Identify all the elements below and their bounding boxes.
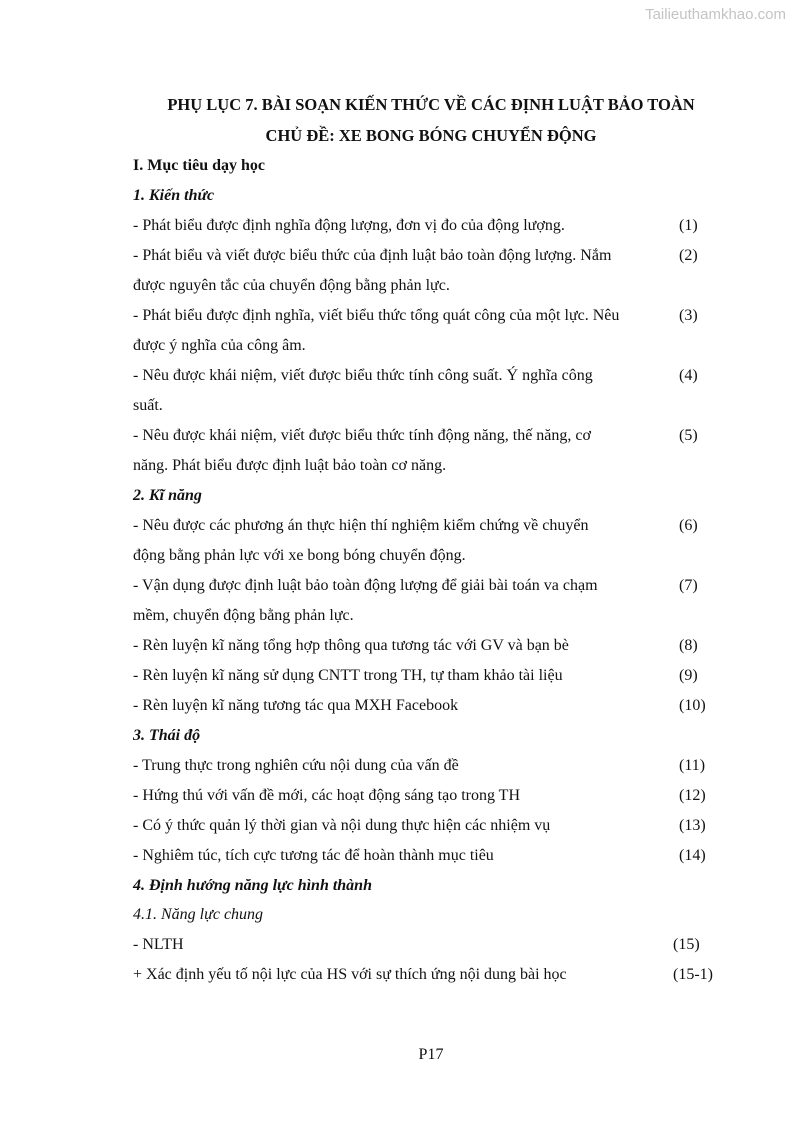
attitude-item-11: - Trung thực trong nghiên cứu nội dung của vấn đề	[133, 757, 459, 774]
item-number-9: (9)	[679, 667, 698, 684]
item-number-5: (5)	[679, 427, 698, 444]
skill-item-7-line-1: - Vận dụng được định luật bảo toàn động lượng để giải bài toán va chạm	[133, 577, 598, 594]
skill-item-8: - Rèn luyện kĩ năng tổng hợp thông qua tương tác với GV và bạn bè	[133, 637, 569, 654]
knowledge-item-2-line-1: - Phát biểu và viết được biểu thức của định luật bảo toàn động lượng. Nắm	[133, 247, 612, 264]
knowledge-item-1: - Phát biểu được định nghĩa động lượng, đơn vị đo của động lượng.	[133, 217, 565, 234]
knowledge-item-3-line-1: - Phát biểu được định nghĩa, viết biểu thức tổng quát công của một lực. Nêu	[133, 307, 620, 324]
knowledge-item-4-line-2: suất.	[133, 397, 163, 414]
item-number-2: (2)	[679, 247, 698, 264]
attitude-item-14: - Nghiêm túc, tích cực tương tác để hoàn thành mục tiêu	[133, 847, 494, 864]
knowledge-item-5-line-2: năng. Phát biểu được định luật bảo toàn cơ năng.	[133, 457, 447, 474]
subheading-attitude: 3. Thái độ	[133, 727, 201, 744]
knowledge-item-3-line-2: được ý nghĩa của công âm.	[133, 337, 306, 354]
competency-item-15-1: + Xác định yếu tố nội lực của HS với sự thích ứng nội dung bài học	[133, 966, 567, 983]
page-number: P17	[418, 1046, 444, 1063]
item-number-10: (10)	[679, 697, 706, 714]
subheading-general-competency: 4.1. Năng lực chung	[133, 906, 264, 923]
subheading-skills: 2. Kĩ năng	[133, 487, 202, 504]
item-number-15: (15)	[673, 936, 700, 953]
section-heading-objectives: I. Mục tiêu dạy học	[133, 157, 265, 174]
knowledge-item-5-line-1: - Nêu được khái niệm, viết được biểu thức tính động năng, thế năng, cơ	[133, 427, 591, 444]
item-number-3: (3)	[679, 307, 698, 324]
item-number-14: (14)	[679, 847, 706, 864]
skill-item-10: - Rèn luyện kĩ năng tương tác qua MXH Facebook	[133, 697, 459, 714]
skill-item-9: - Rèn luyện kĩ năng sử dụng CNTT trong TH, tự tham khảo tài liệu	[133, 667, 563, 684]
skill-item-6-line-1: - Nêu được các phương án thực hiện thí nghiệm kiểm chứng về chuyển	[133, 517, 589, 534]
page-title-line-1: PHỤ LỤC 7. BÀI SOẠN KIẾN THỨC VỀ CÁC ĐỊNH LUẬT BẢO TOÀN	[167, 95, 695, 114]
skill-item-6-line-2: động bằng phản lực với xe bong bóng chuyển động.	[133, 547, 466, 564]
item-number-4: (4)	[679, 367, 698, 384]
item-number-6: (6)	[679, 517, 698, 534]
watermark: Tailieuthamkhao.com	[645, 6, 786, 23]
item-number-11: (11)	[679, 757, 706, 774]
item-number-15-1: (15-1)	[673, 966, 713, 983]
item-number-1: (1)	[679, 217, 698, 234]
item-number-12: (12)	[679, 787, 706, 804]
skill-item-7-line-2: mềm, chuyển động bằng phản lực.	[133, 607, 354, 624]
attitude-item-13: - Có ý thức quản lý thời gian và nội dung thực hiện các nhiệm vụ	[133, 817, 551, 834]
page-title-line-2: CHỦ ĐỀ: XE BONG BÓNG CHUYỂN ĐỘNG	[265, 126, 597, 145]
attitude-item-12: - Hứng thú với vấn đề mới, các hoạt động sáng tạo trong TH	[133, 787, 520, 804]
subheading-knowledge: 1. Kiến thức	[133, 187, 215, 204]
item-number-7: (7)	[679, 577, 698, 594]
subheading-competency: 4. Định hướng năng lực hình thành	[133, 877, 372, 894]
knowledge-item-2-line-2: được nguyên tắc của chuyển động bằng phản lực.	[133, 277, 450, 294]
competency-item-15: - NLTH	[133, 936, 184, 953]
item-number-8: (8)	[679, 637, 698, 654]
knowledge-item-4-line-1: - Nêu được khái niệm, viết được biểu thức tính công suất. Ý nghĩa công	[133, 367, 593, 384]
item-number-13: (13)	[679, 817, 706, 834]
